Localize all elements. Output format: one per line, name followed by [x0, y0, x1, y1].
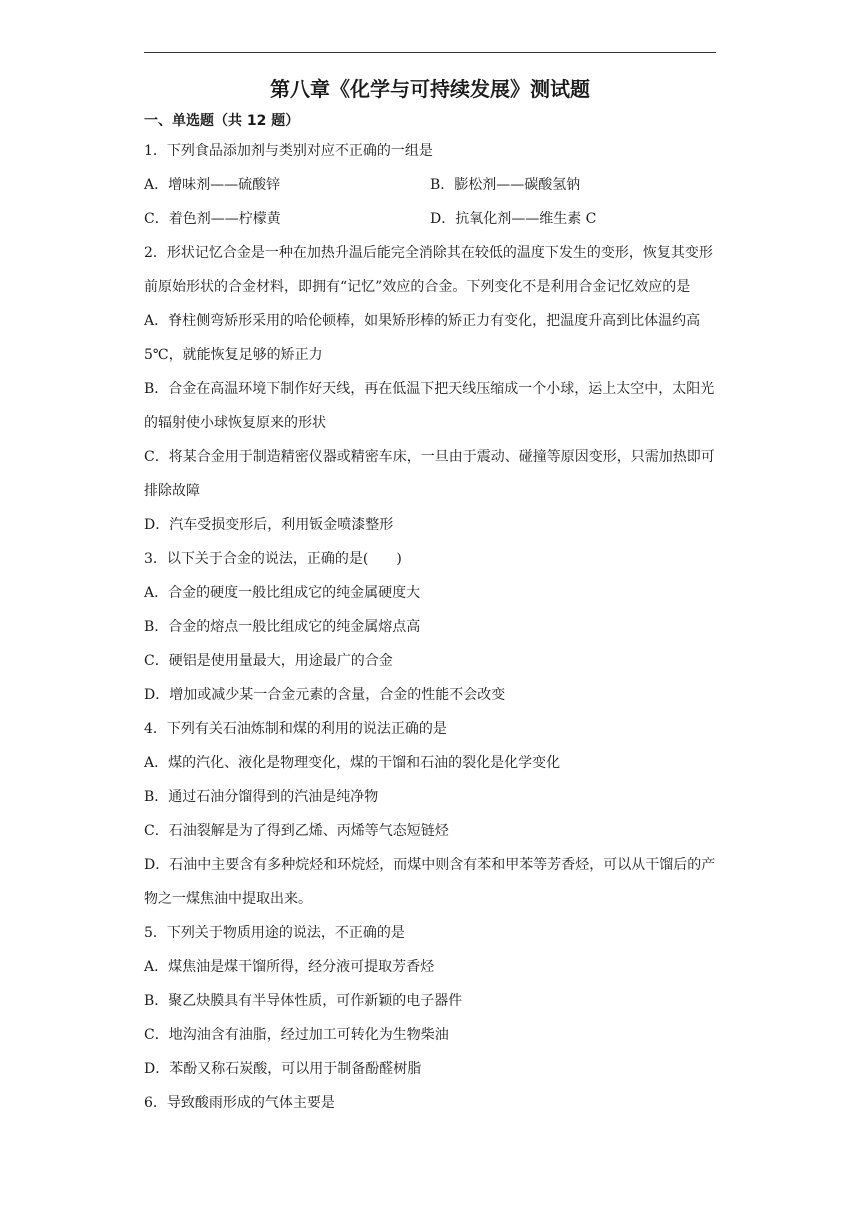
option-c: C．硬铝是使用量最大，用途最广的合金 [144, 653, 393, 669]
page-title: 第八章《化学与可持续发展》测试题 [270, 77, 590, 101]
option-c: C．将某合金用于制造精密仪器或精密车床，一旦由于震动、碰撞等原因变形，只需加热即可排除故障 [144, 449, 715, 499]
option-b: B．合金的熔点一般比组成它的纯金属熔点高 [144, 619, 421, 635]
question-4 [144, 712, 716, 916]
question-stem: 5．下列关于物质用途的说法，不正确的是 [144, 925, 405, 941]
question-stem: 6．导致酸雨形成的气体主要是 [144, 1095, 335, 1111]
question-3 [144, 542, 716, 712]
option-d: D．汽车受损变形后，利用钣金喷漆整形 [144, 517, 394, 533]
section-heading: 一、单选题（共 12 题） [144, 113, 300, 129]
option-c: C．石油裂解是为了得到乙烯、丙烯等气态短链烃 [144, 823, 449, 839]
question-stem: 2．形状记忆合金是一种在加热升温后能完全消除其在较低的温度下发生的变形，恢复其变形前原始形状的合金材料，即拥有“记忆”效应的合金。下列变化不是利用合金记忆效应的是 [144, 245, 713, 295]
option-a: A．煤的汽化、液化是物理变化，煤的干馏和石油的裂化是化学变化 [144, 755, 561, 771]
option-d: D．抗氧化剂——维生素 C [430, 211, 597, 227]
content [144, 72, 716, 1120]
option-a: A．增味剂——硫酸锌 [144, 177, 281, 193]
option-d: D．增加或减少某一合金元素的含量，合金的性能不会改变 [144, 687, 506, 703]
option-b: B．通过石油分馏得到的汽油是纯净物 [144, 789, 379, 805]
question-stem: 3．以下关于合金的说法，正确的是( ) [144, 551, 402, 567]
question-6 [144, 1086, 716, 1120]
option-b: B．聚乙炔膜具有半导体性质，可作新颖的电子器件 [144, 993, 463, 1009]
question-2 [144, 236, 716, 542]
option-d: D．石油中主要含有多种烷烃和环烷烃，而煤中则含有苯和甲苯等芳香烃，可以从干馏后的产物之一煤焦油中提取出来。 [144, 857, 716, 907]
option-d: D．苯酚又称石炭酸，可以用于制备酚醛树脂 [144, 1061, 422, 1077]
question-stem: 1．下列食品添加剂与类别对应不正确的一组是 [144, 143, 433, 159]
option-c: C．着色剂——柠檬黄 [144, 211, 281, 227]
option-b: B．膨松剂——碳酸氢钠 [430, 177, 581, 193]
option-row [144, 168, 716, 202]
question-5 [144, 916, 716, 1086]
option-b: B．合金在高温环境下制作好天线，再在低温下把天线压缩成一个小球，运上太空中，太阳光的辐射使小球恢复原来的形状 [144, 381, 715, 431]
option-c: C．地沟油含有油脂，经过加工可转化为生物柴油 [144, 1027, 449, 1043]
option-row [144, 202, 716, 236]
option-a: A．煤焦油是煤干馏所得，经分液可提取芳香烃 [144, 959, 435, 975]
question-1 [144, 134, 716, 236]
option-a: A．脊柱侧弯矫形采用的哈伦顿棒，如果矫形棒的矫正力有变化，把温度升高到比体温约高5℃，就能恢复足够的矫正力 [144, 313, 701, 363]
option-a: A．合金的硬度一般比组成它的纯金属硬度大 [144, 585, 421, 601]
header-rule [144, 52, 716, 53]
question-stem: 4．下列有关石油炼制和煤的利用的说法正确的是 [144, 721, 447, 737]
